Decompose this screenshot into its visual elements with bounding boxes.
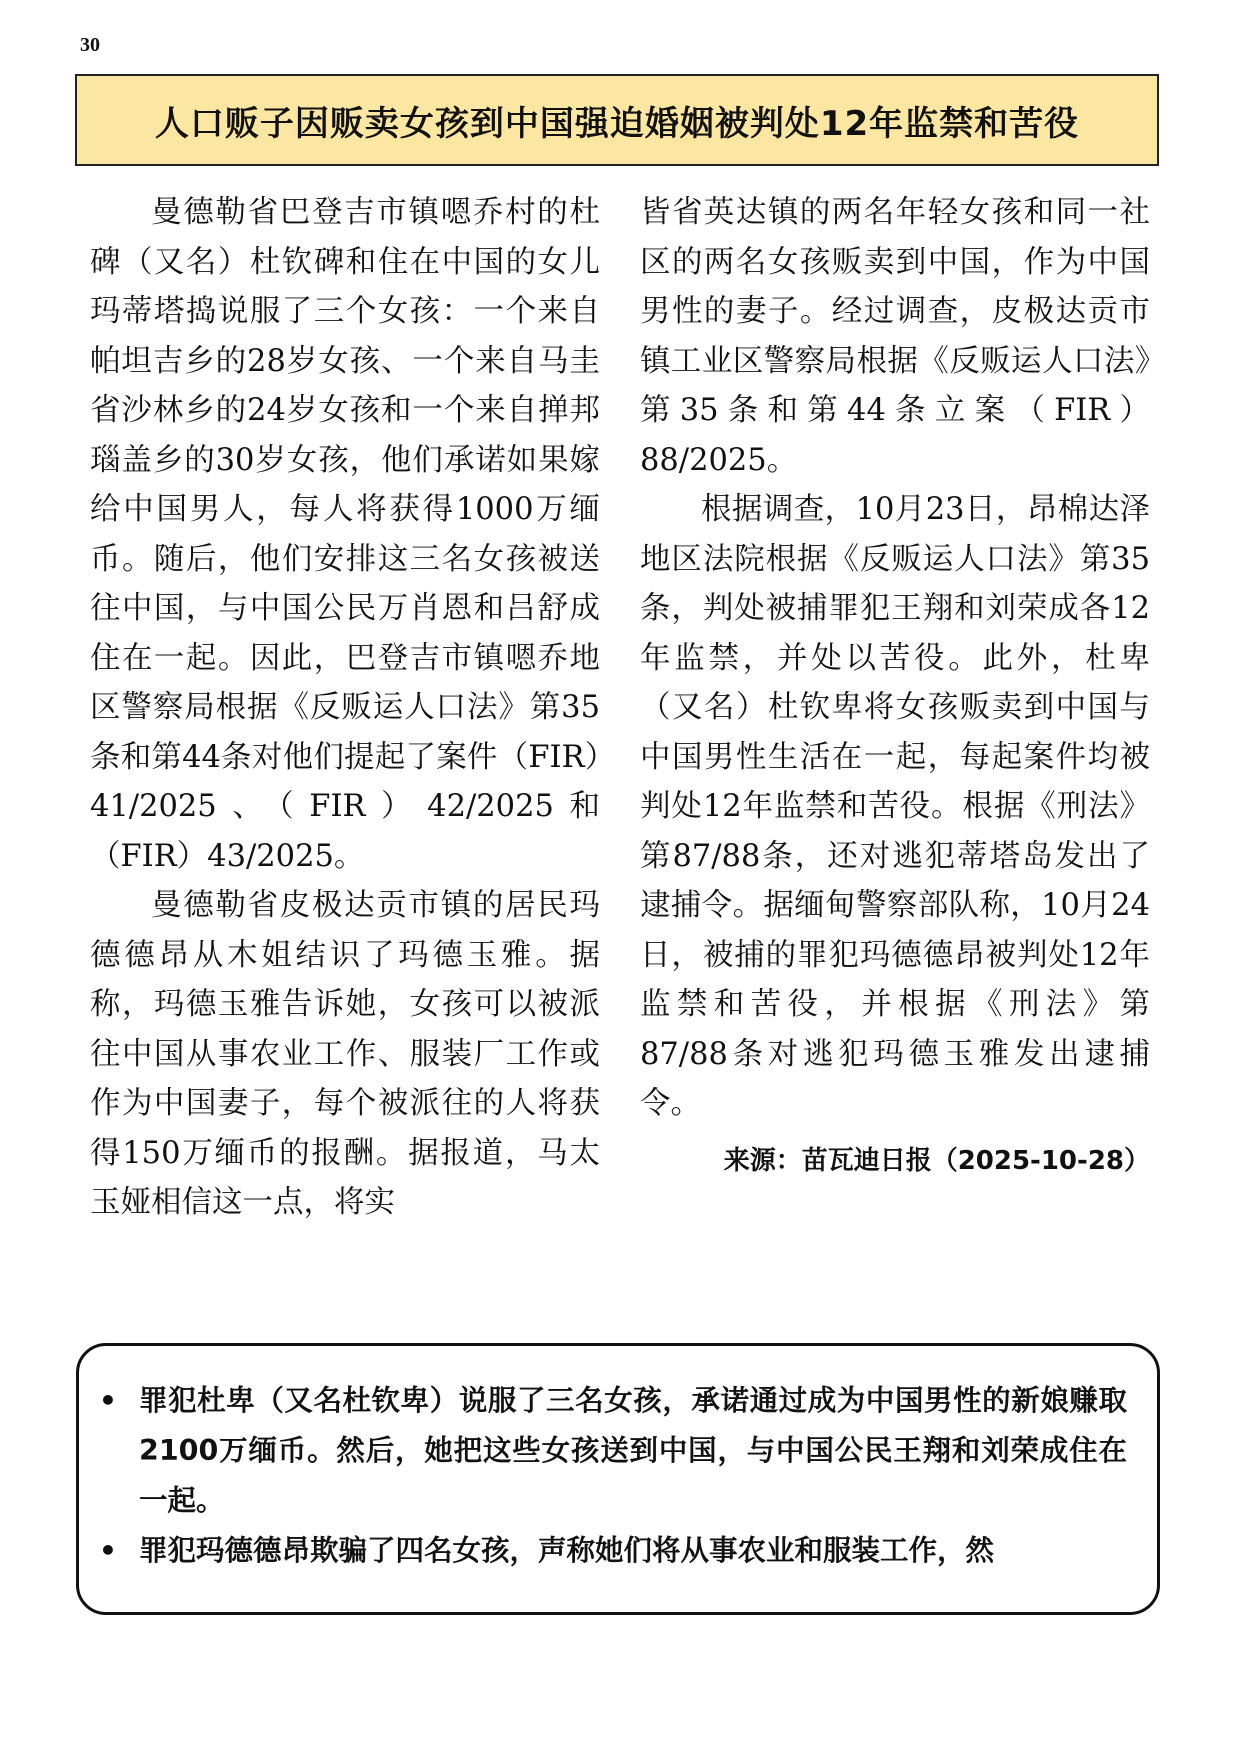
summary-item-text: 罪犯玛德德昂欺骗了四名女孩，声称她们将从事农业和服装工作，然	[139, 1534, 995, 1567]
bullet-icon: •	[99, 1534, 117, 1567]
bullet-icon: •	[99, 1384, 117, 1417]
article-column-left	[90, 188, 600, 1228]
article-paragraph: 根据调查，10月23日，昂棉达泽地区法院根据《反贩运人口法》第35条，判处被捕罪犯王翔和刘荣成各12年监禁，并处以苦役。此外，杜卑（又名）杜钦卑将女孩贩卖到中国与中国男性生活在一起，每起案件均被判处12年监禁和苦役。根据《刑法》第87/88条，还对逃犯蒂塔岛发出了逮捕令。据缅甸警察部队称，10月24日，被捕的罪犯玛德德昂被判处12年监禁和苦役，并根据《刑法》第87/88条对逃犯玛德玉雅发出逮捕令。	[640, 492, 1150, 1121]
page-number: 30	[80, 34, 100, 56]
title-banner	[75, 74, 1159, 166]
summary-list	[79, 1346, 1157, 1576]
article-paragraph: 曼德勒省皮极达贡市镇的居民玛德德昂从木姐结识了玛德玉雅。据称，玛德玉雅告诉她，女孩可以被派往中国从事农业工作、服装厂工作或作为中国妻子，每个被派往的人将获得150万缅币的报酬。据报道，马太玉娅相信这一点，将实	[90, 888, 600, 1220]
summary-item	[99, 1376, 1127, 1526]
article-title: 人口贩子因贩卖女孩到中国强迫婚姻被判处12年监禁和苦役	[154, 103, 1080, 144]
article-column-right	[640, 188, 1150, 1181]
summary-item	[99, 1526, 1127, 1576]
article-paragraph: 曼德勒省巴登吉市镇嗯乔村的杜碑（又名）杜钦碑和住在中国的女儿玛蒂塔捣说服了三个女孩：一个来自帕坦吉乡的28岁女孩、一个来自马圭省沙林乡的24岁女孩和一个来自掸邦瑙盖乡的30岁女孩，他们承诺如果嫁给中国男人，每人将获得1000万缅币。随后，他们安排这三名女孩被送往中国，与中国公民万肖恩和吕舒成住在一起。因此，巴登吉市镇嗯乔地区警察局根据《反贩运人口法》第35条和第44条对他们提起了案件（FIR）41/2025、（FIR）42/2025和（FIR）43/2025。	[90, 195, 600, 874]
article-paragraph-continued: 皆省英达镇的两名年轻女孩和同一社区的两名女孩贩卖到中国，作为中国男性的妻子。经过调查，皮极达贡市镇工业区警察局根据《反贩运人口法》第35条和第44条立案（FIR）88/2025。	[640, 195, 1150, 478]
article-source: 来源：苗瓦迪日报（2025-10-28）	[723, 1145, 1150, 1176]
summary-box	[76, 1343, 1160, 1615]
summary-item-text: 罪犯杜卑（又名杜钦卑）说服了三名女孩，承诺通过成为中国男性的新娘赚取2100万缅币。然后，她把这些女孩送到中国，与中国公民王翔和刘荣成住在一起。	[139, 1384, 1127, 1517]
